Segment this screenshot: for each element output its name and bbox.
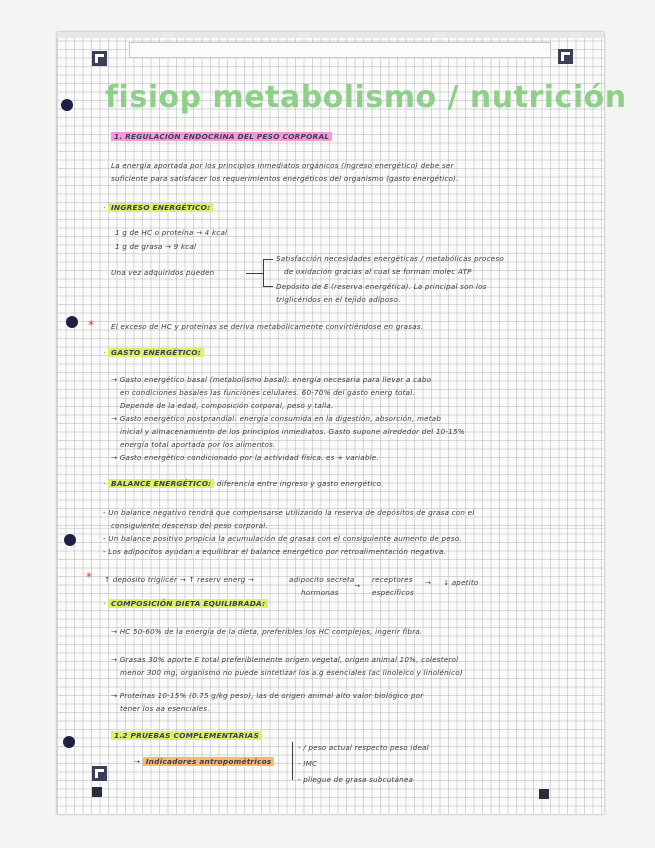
gasto-heading-line: · GASTO ENERGÉTICO: [103, 348, 204, 357]
corner-marker-top-right [558, 49, 573, 64]
indicador-item-2: - IMC [298, 759, 318, 768]
branch-bracket [263, 259, 264, 287]
balance-line-3: - Un balance positivo propicia la acumulación de grasas con el consiguiente aumento de peso. [103, 534, 462, 543]
indicadores-bracket [292, 742, 293, 780]
flow-receptores-2: específicos [372, 588, 414, 597]
flow-arrow-2: → [425, 578, 432, 587]
flow-receptores-1: receptores [372, 575, 413, 584]
section12-heading: 1.2 PRUEBAS COMPLEMENTARIAS [111, 731, 262, 740]
gasto-line-4: → Gasto energético postprandial: energía consumida en la digestión, absorción, metab [111, 414, 442, 423]
gasto-line-5: inicial y almacenamiento de los principios inmediatos. Gasto supone alrededor del 10-15% [120, 427, 465, 436]
exceso-note: El exceso de HC y proteínas se deriva metabólicamente convirtiéndose en grasas. [111, 322, 424, 331]
binder-hole-4 [63, 736, 75, 748]
branch2-line-1: Depósito de E (reserva energética). La principal son los [276, 282, 487, 291]
flow-adipocito-2: hormonas [301, 588, 339, 597]
gasto-heading: GASTO ENERGÉTICO: [108, 348, 204, 357]
composicion-line-2: → Grasas 30% aporte E total preferiblemente origen vegetal, origen animal 10%, colesterol [111, 655, 459, 664]
gasto-line-2: en condiciones basales las funciones celulares. 60-70% del gasto energ total. [120, 388, 415, 397]
composicion-heading: COMPOSICIÓN DIETA EQUILIBRADA: [108, 599, 268, 608]
branch-bracket-bottom [263, 286, 273, 287]
section12-heading-line [111, 731, 262, 740]
balance-line-1: - Un balance negativo tendrá que compensarse utilizando la reserva de depósitos de grasa con el [103, 508, 475, 517]
star-mark-1: * [88, 318, 94, 332]
branch1-line-2: de oxidación gracias al cual se forman molec ATP [284, 267, 472, 276]
indicadores-line: → Indicadores antropométricos [134, 757, 274, 766]
composicion-line-5: tener los aa esenciales. [120, 704, 210, 713]
composicion-heading-line: · COMPOSICIÓN DIETA EQUILIBRADA: [103, 599, 268, 608]
flow-apetito: ↓ apetito [443, 578, 479, 587]
branch2-line-2: triglicéridos en el tejido adiposo. [276, 295, 401, 304]
page-title: fisiop metabolismo / nutrición [105, 80, 627, 115]
ingreso-line-2: 1 g de grasa → 9 kcal [115, 242, 197, 251]
flow-start: ↑ depósito triglicér → ↑ reserv energ → [104, 575, 255, 584]
balance-heading-rest: diferencia entre ingreso y gasto energético. [216, 479, 384, 488]
branch-bracket-arrow [246, 273, 263, 274]
balance-heading-line: · BALANCE ENERGÉTICO: diferencia entre ingreso y gasto energético. [103, 479, 384, 488]
page-top-strip [57, 32, 604, 38]
una-vez-text: Una vez adquiridos pueden [111, 268, 215, 277]
corner-block-bottom-left [92, 787, 102, 797]
section1-heading-line [111, 132, 332, 141]
corner-marker-bottom-left [92, 766, 107, 781]
branch1-line-1: Satisfacción necesidades energéticas / metabólicas proceso [276, 254, 504, 263]
ingreso-heading: INGRESO ENERGÉTICO: [108, 203, 213, 212]
branch-bracket-top [263, 259, 273, 260]
star-mark-2: * [86, 570, 92, 584]
ingreso-heading-line: · INGRESO ENERGÉTICO: [103, 203, 213, 212]
binder-hole-2 [66, 316, 78, 328]
intro-line-2: suficiente para satisfacer los requerimientos energéticos del organismo (gasto energético). [111, 174, 459, 183]
balance-line-2: consiguiente descenso del peso corporal. [111, 521, 268, 530]
gasto-line-7: → Gasto energético condicionado por la actividad física. es + variable. [111, 453, 379, 462]
flow-adipocito-1: adipocito secreta [289, 575, 355, 584]
indicadores-label: Indicadores antropométricos [143, 757, 275, 766]
ingreso-line-1: 1 g de HC o proteína → 4 kcal [115, 228, 228, 237]
gasto-line-1: → Gasto energético basal (metabolismo basal): energía necesaria para llevar a cabo [111, 375, 432, 384]
composicion-line-4: → Proteínas 10-15% (0.75 g/kg peso), las de origen animal alto valor biológico por [111, 691, 424, 700]
corner-marker-top-left [92, 51, 107, 66]
composicion-line-3: menor 300 mg, organismo no puede sintetizar los a.g esenciales (ac linoleico y linolénico) [120, 668, 463, 677]
indicador-item-1: - / peso actual respecto peso ideal [298, 743, 429, 752]
balance-line-4: - Los adipocitos ayudan a equilibrar el balance energético por retroalimentación negativa. [103, 547, 447, 556]
binder-hole-1 [61, 99, 73, 111]
section1-heading: 1. REGULACIÓN ENDOCRINA DEL PESO CORPORAL [111, 132, 332, 141]
intro-line-1: La energía aportada por los principios inmediatos orgánicos (ingreso energético) debe ser [111, 161, 454, 170]
binder-hole-3 [64, 534, 76, 546]
gasto-line-6: energía total aportada por los alimentos. [120, 440, 276, 449]
corner-block-bottom-right [539, 789, 549, 799]
indicador-item-3: - pliegue de grasa subcutánea [298, 775, 414, 784]
composicion-line-1: → HC 50-60% de la energía de la dieta, preferibles los HC complejos, ingerir fibra. [111, 627, 423, 636]
header-box [129, 42, 551, 58]
gasto-line-3: Depende de la edad, composición corporal, peso y talla. [120, 401, 334, 410]
flow-arrow-1: → [354, 581, 361, 590]
balance-heading: BALANCE ENERGÉTICO: [108, 479, 214, 488]
